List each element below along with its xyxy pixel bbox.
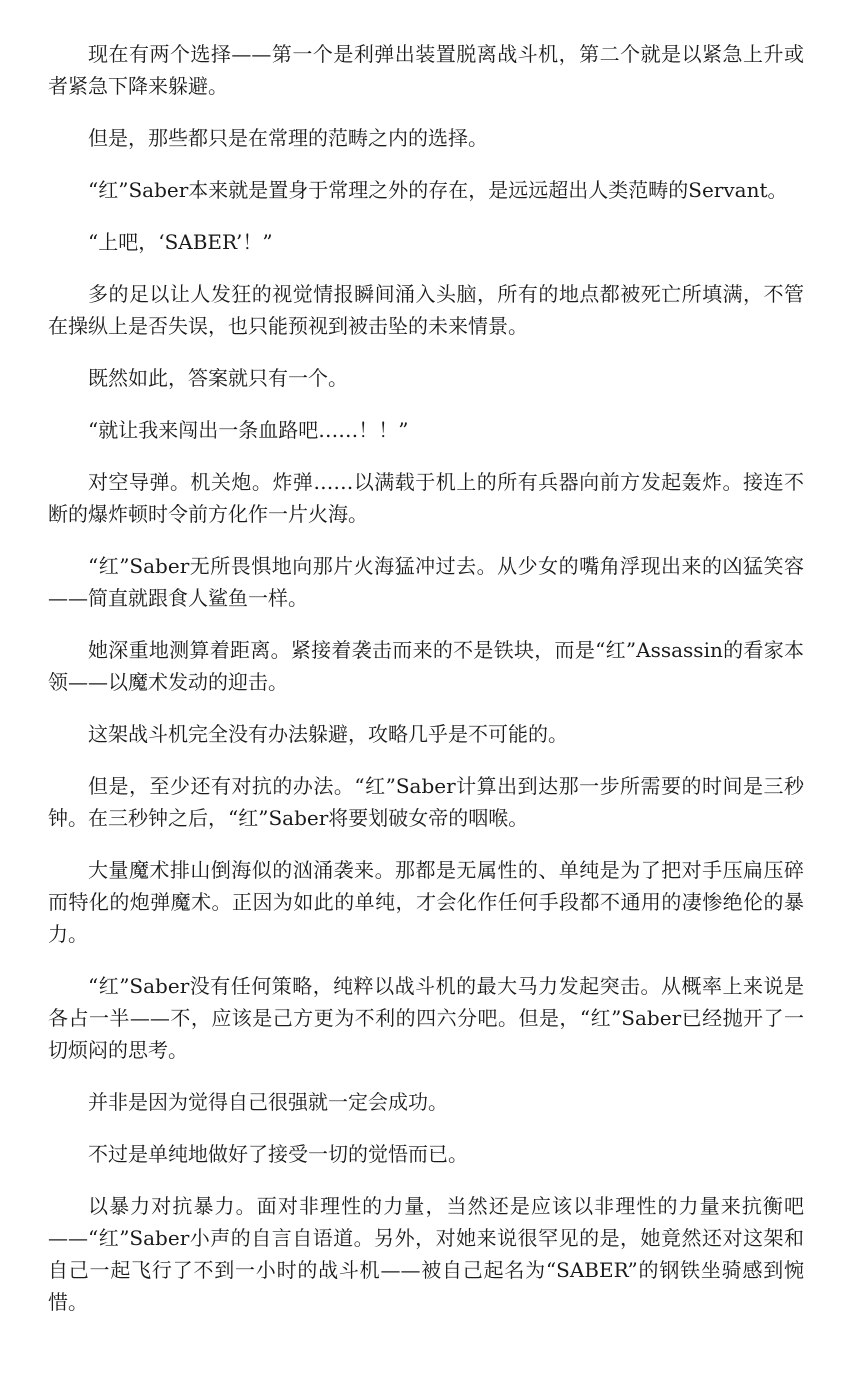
paragraph: 并非是因为觉得自己很强就一定会成功。 bbox=[88, 1090, 448, 1114]
paragraph: 多的足以让人发狂的视觉情报瞬间涌入头脑，所有的地点都被死亡所填满，不管在操纵上是否失误，也只能预视到被击坠的未来情景。 bbox=[48, 282, 804, 338]
paragraph: “就让我来闯出一条血路吧……！！” bbox=[88, 418, 409, 442]
paragraph: 这架战斗机完全没有办法躲避，攻略几乎是不可能的。 bbox=[88, 722, 568, 746]
paragraph: 既然如此，答案就只有一个。 bbox=[88, 366, 348, 390]
paragraph: 不过是单纯地做好了接受一切的觉悟而已。 bbox=[88, 1142, 468, 1166]
paragraph: 但是，至少还有对抗的办法。“红”Saber计算出到达那一步所需要的时间是三秒钟。在三秒钟之后，“红”Saber将要划破女帝的咽喉。 bbox=[48, 774, 804, 830]
paragraph: “红”Saber本来就是置身于常理之外的存在，是远远超出人类范畴的Servant。 bbox=[88, 178, 788, 202]
paragraph: 以暴力对抗暴力。面对非理性的力量，当然还是应该以非理性的力量来抗衡吧——“红”Saber小声的自言自语道。另外，对她来说很罕见的是，她竟然还对这架和自己一起飞行了不到一小时的战斗机——被自己起名为“SABER”的钢铁坐骑感到惋惜。 bbox=[48, 1194, 804, 1314]
paragraph: 但是，那些都只是在常理的范畴之内的选择。 bbox=[88, 126, 488, 150]
paragraph: “红”Saber没有任何策略，纯粹以战斗机的最大马力发起突击。从概率上来说是各占一半——不，应该是己方更为不利的四六分吧。但是，“红”Saber已经抛开了一切烦闷的思考。 bbox=[48, 974, 804, 1062]
paragraph: “上吧，‘SABER’！” bbox=[88, 230, 273, 254]
paragraph: “红”Saber无所畏惧地向那片火海猛冲过去。从少女的嘴角浮现出来的凶猛笑容——简直就跟食人鲨鱼一样。 bbox=[48, 554, 804, 610]
paragraph: 大量魔术排山倒海似的汹涌袭来。那都是无属性的、单纯是为了把对手压扁压碎而特化的炮弹魔术。正因为如此的单纯，才会化作任何手段都不通用的凄惨绝伦的暴力。 bbox=[48, 858, 804, 946]
paragraph: 她深重地测算着距离。紧接着袭击而来的不是铁块，而是“红”Assassin的看家本领——以魔术发动的迎击。 bbox=[48, 638, 804, 694]
paragraph: 现在有两个选择——第一个是利弹出装置脱离战斗机，第二个就是以紧急上升或者紧急下降来躲避。 bbox=[48, 42, 804, 98]
paragraph: 对空导弹。机关炮。炸弹……以满载于机上的所有兵器向前方发起轰炸。接连不断的爆炸顿时令前方化作一片火海。 bbox=[48, 470, 804, 526]
